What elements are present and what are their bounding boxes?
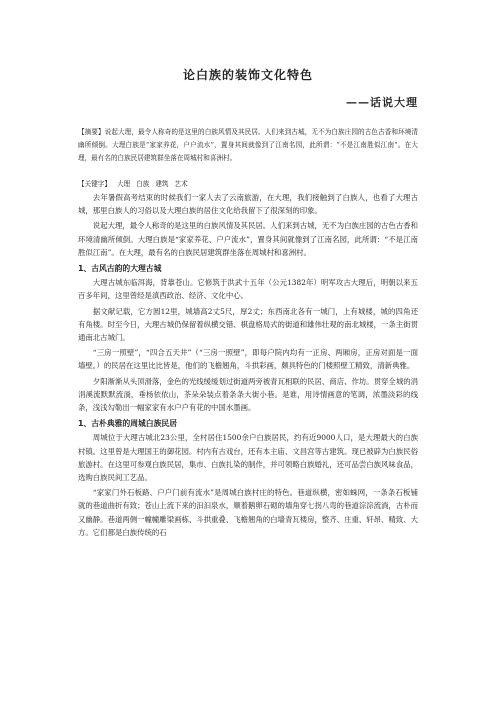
paragraph: 夕阳渐渐从头顶滑落，金色的光线缓缓划过街道两旁被青瓦相联的民居、商店、作坊。贯穿全城的涓涓溪流默默流淌，垂杨依依山，茶朵朵装点着条条大街小巷。是谁，用诗情画意的笔调，浓墨淡彩的线条，浅浅勾勒出一幅家家有水户户有花的中国水墨画。: [78, 376, 418, 413]
abstract: 【摘要】说起大理，最令人称奇的是这里的白族风情及其民居。人们来到古城，无不为白族庄园的古色古香和环境清幽所倾倒。大理白族是“家家养花，户户流水”，置身其间就像到了江南名园，此所谓：“不是江南胜似江南”。在大理，最有名的白族民居建筑群坐落在周城村和喜洲村。: [78, 128, 418, 162]
paragraph: 据文献记载，它方圆12里，城墙高2丈5尺，厚2丈；东西南北各有一城门，上有城楼，城的四角还有角楼。时至今日，大理古城仍保留着纵横交错、棋盘格局式的街道和雄伟壮观的南北城楼，一条主街贯通南北古城门。: [78, 306, 418, 343]
document-body: [78, 191, 418, 539]
paragraph: 大理古城东临洱海，背靠苍山。它修筑于洪武十五年（公元1382年）明军攻古大理后，明朝以来五百多年间，这里曾经是滇西政治、经济、文化中心。: [78, 278, 418, 301]
keyword: 艺术: [174, 180, 188, 188]
document-title: 论白族的装饰文化特色: [182, 68, 313, 82]
paragraph: “三房一照壁”，“四合五天井”（“三房一照壁”，即每户院内均有一正房、两厢房，正房对面是一面墙壁。）的民居在这里比比皆是，他们的飞檐翘角，斗拱彩画，颇具特色的门楼照壁工精致，清新典雅。: [78, 348, 418, 371]
keywords-line: [78, 178, 418, 190]
paragraph: 周城位于大理古城北23公里，全村居住1500余户白族居民，约有近9000人口，是大理最大的白族村镇。这里曾是大理国王的御花园。村内有古戏台，还有本主庙、文昌宫等古建筑。现已被辟为白族民俗旅游村。在这里可参观白族民居，集市、白族扎染的制作，并可领略白族婚礼，还可品尝白族风味食品，选购白族民间工艺品。: [78, 433, 418, 483]
keyword: 建筑: [155, 180, 169, 188]
paragraph: 说起大理，最令人称奇的是这里的白族风情及其民居。人们来到古城，无不为白族庄园的古色古香和环境清幽所倾倒。大理白族是“家家养花、户户流水”，置身其间就像到了江南名园，此所谓：“不是江南胜似江南”。在大理，最有名的白族民居建筑群坐落在周城村和喜洲村。: [78, 221, 418, 257]
paragraph: 去年暑假高考结束的时候我们一家人去了云南旅游，在大理，我们接触到了白族人，也看了大理古城，那里白族人的习俗以及大理白族的居住文化给我留下了很深刻的印象。: [78, 193, 418, 216]
section-heading: 1、古朴典雅的周城白族民居: [78, 419, 177, 429]
document-subtitle: ——话说大理: [346, 96, 418, 109]
paragraph: “家家门外石板路、户户门前有流水”是周城白族村庄的特色。巷道纵横，密如蛛网，一条条石板铺就的巷道曲折有致；苍山上流下来的汩汩泉水，顺着鹅卵石砌的墙角穿七拐八弯的巷道淙淙流淌，古朴而又幽静。巷道两侧一幢幢雕梁画栋、斗拱重叠、飞檐翘角的白墙青瓦楼房，整齐、庄重、轩昂、精致、大方。它们都是白族传统的石: [78, 488, 418, 537]
keyword: 大理: [116, 180, 131, 188]
keyword: 白族: [136, 180, 150, 188]
section-heading: 1、古风古韵的大理古城: [78, 264, 162, 274]
keywords-label: 【关键字】: [78, 180, 111, 188]
